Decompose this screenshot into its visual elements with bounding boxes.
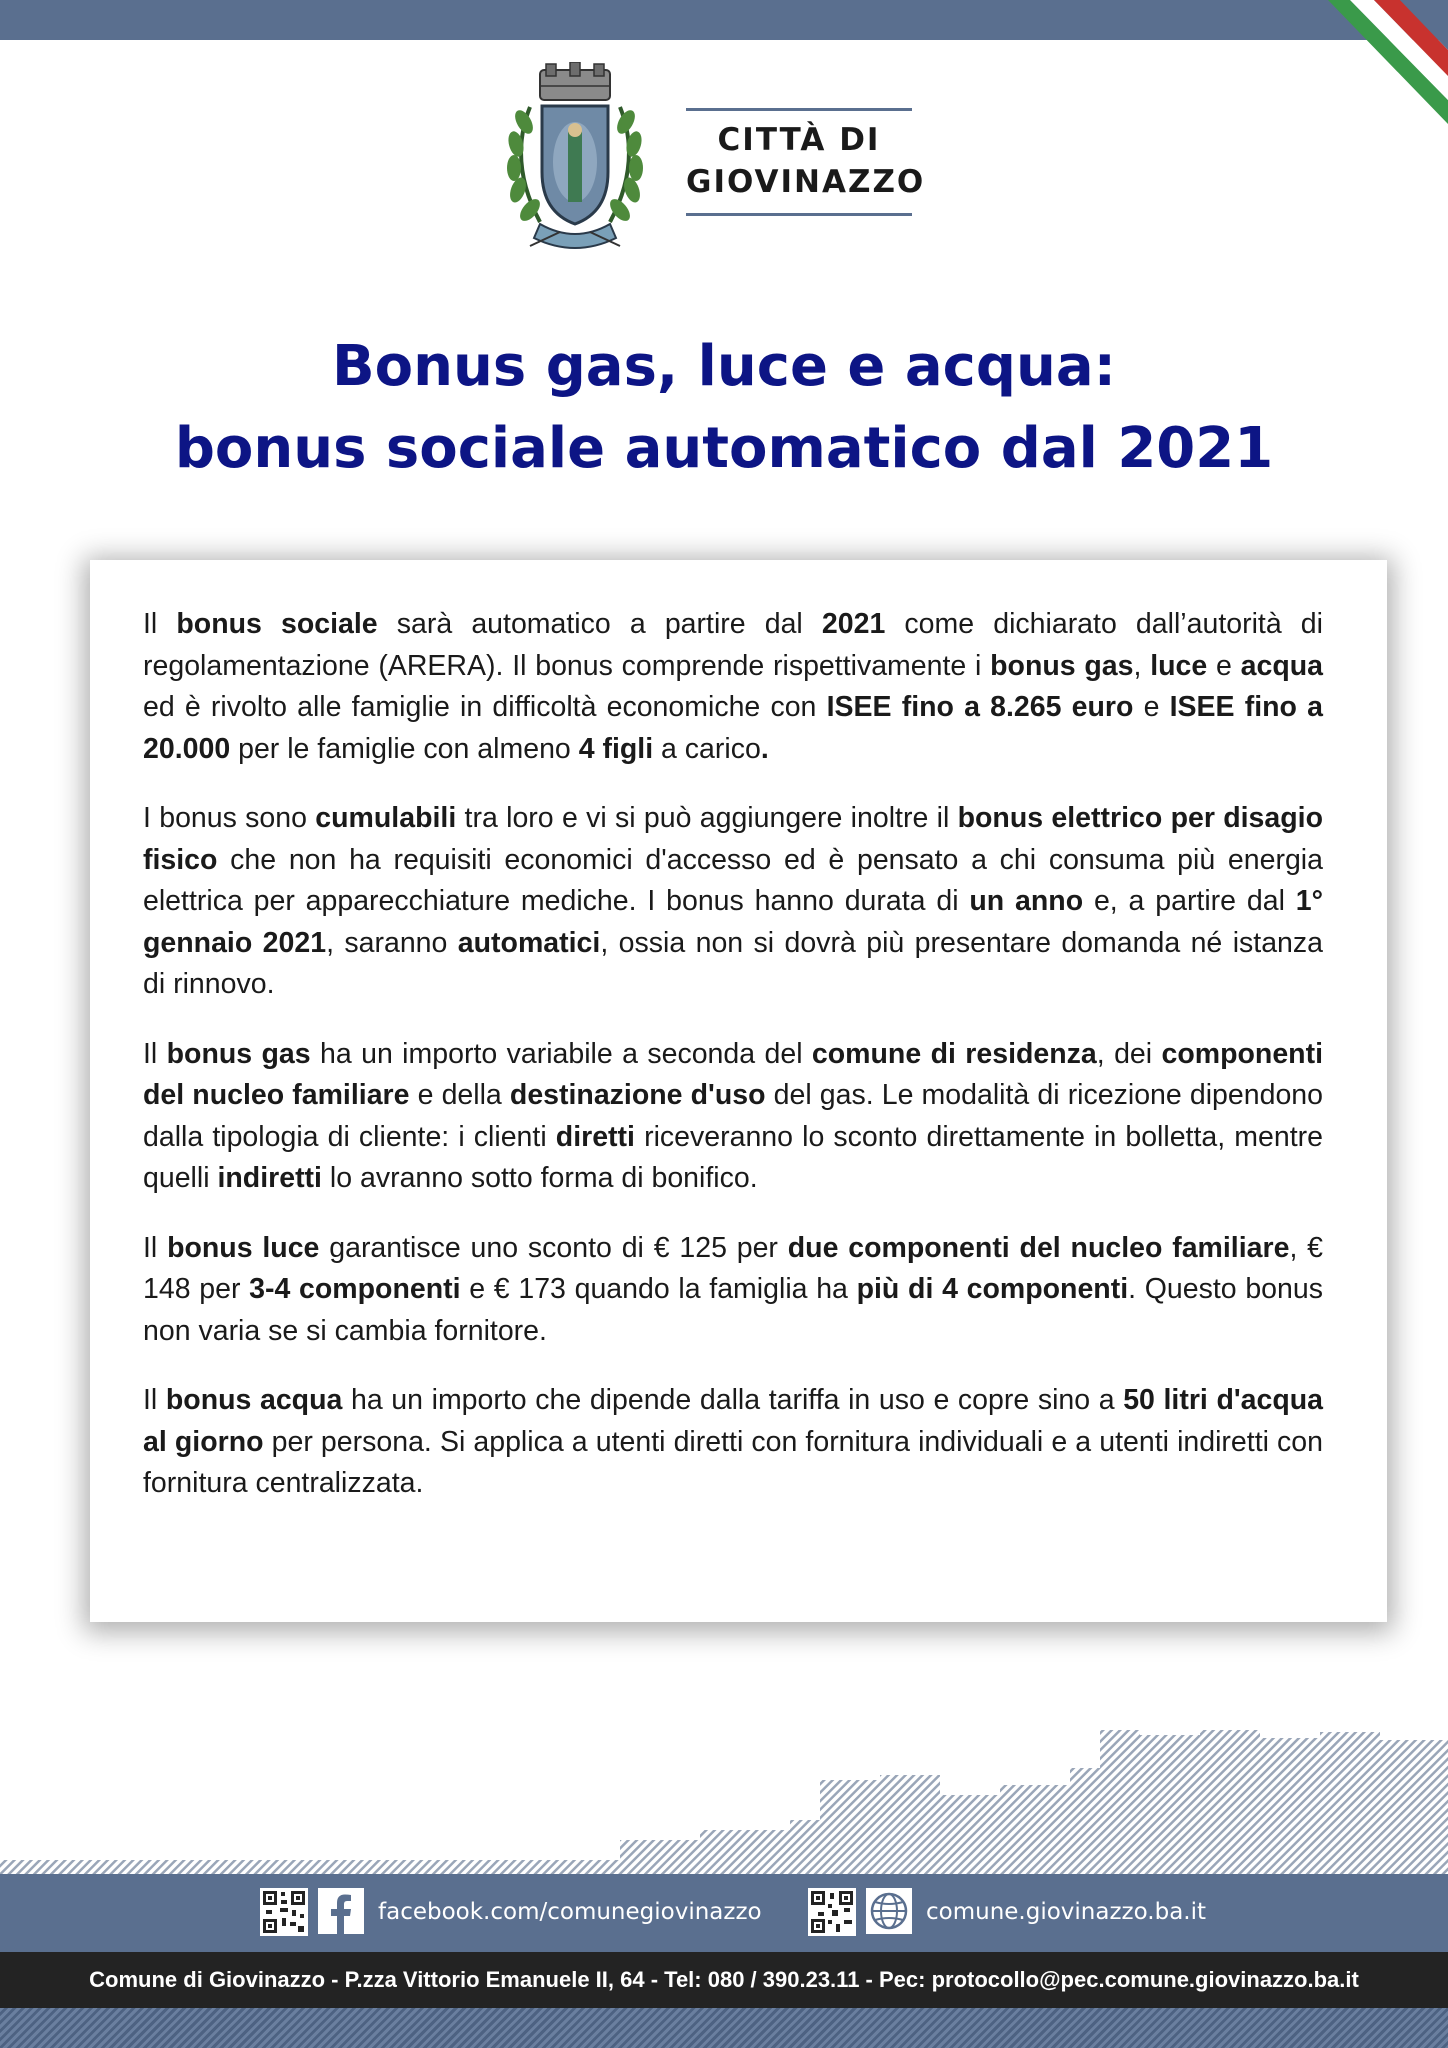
bold-text-run: bonus sociale xyxy=(176,608,378,640)
bold-text-run: 50 litri d'acqua al giorno xyxy=(143,1384,1324,1458)
bold-text-run: comune di residenza xyxy=(811,1037,1097,1070)
bold-text-run: 3-4 componenti xyxy=(249,1273,461,1305)
bold-text-run: 4 figli xyxy=(578,732,654,765)
page-title-line2: bonus sociale automatico dal 2021 xyxy=(174,416,1274,481)
text-run: e € 173 quando la famiglia ha xyxy=(460,1273,857,1305)
text-run: e della xyxy=(409,1079,510,1111)
bottom-hatch-strip xyxy=(0,2008,1448,2048)
text-run: . Questo bonus non varia se si cambia fornitore. xyxy=(143,1273,1323,1347)
text-run: Il xyxy=(143,608,177,640)
content-body xyxy=(143,604,1323,1533)
bold-text-run: un anno xyxy=(969,885,1084,917)
city-name-block xyxy=(686,108,926,216)
bold-text-run: . xyxy=(760,732,769,765)
page-title xyxy=(0,326,1448,490)
text-run: , ossia non si dovrà più presentare domanda né istanza di rinnovo. xyxy=(143,926,1323,1000)
paragraph-bonus-acqua xyxy=(143,1380,1323,1505)
bold-text-run: indiretti xyxy=(217,1162,322,1194)
bold-text-run: bonus acqua xyxy=(165,1384,343,1416)
text-run: Il xyxy=(143,1231,168,1264)
bold-text-run: automatici xyxy=(457,926,601,959)
bold-text-run: cumulabili xyxy=(315,802,457,834)
globe-icon[interactable] xyxy=(866,1888,912,1934)
text-run: , xyxy=(1133,649,1151,682)
facebook-icon[interactable] xyxy=(318,1888,364,1934)
contact-band xyxy=(0,1874,1448,1952)
text-run: sarà automatico a partire dal xyxy=(377,608,822,640)
paragraph-bonus-sociale xyxy=(143,604,1323,770)
paragraph-bonus-gas xyxy=(143,1034,1323,1200)
page-title-line1: Bonus gas, luce e acqua: xyxy=(331,334,1117,399)
city-name-line2: GIOVINAZZO xyxy=(686,164,926,200)
italian-flag-corner xyxy=(1328,0,1448,130)
city-skyline-graphic xyxy=(0,1720,1448,1880)
bold-text-run: acqua xyxy=(1240,649,1324,682)
text-run: , € 148 per xyxy=(143,1231,1324,1305)
paragraph-bonus-luce xyxy=(143,1228,1323,1353)
bold-text-run: bonus elettrico per disagio fisico xyxy=(143,802,1323,876)
city-crest-logo xyxy=(500,62,650,258)
paragraph-cumulabili xyxy=(143,798,1323,1006)
text-run: e xyxy=(1133,691,1170,723)
text-run: ed è rivolto alle famiglie in difficoltà economiche con xyxy=(143,691,827,723)
bold-text-run: diretti xyxy=(555,1120,635,1153)
bold-text-run: destinazione d'uso xyxy=(509,1079,766,1111)
bold-text-run: più di 4 componenti xyxy=(856,1273,1129,1305)
bold-text-run: 2021 xyxy=(821,608,886,640)
text-run: ha un importo variabile a seconda del xyxy=(310,1037,812,1070)
text-run: Il xyxy=(143,1384,166,1416)
bold-text-run: bonus gas xyxy=(166,1037,311,1070)
text-run: e, a partire dal xyxy=(1083,885,1296,917)
address-footer: Comune di Giovinazzo - P.zza Vittorio Emanuele II, 64 - Tel: 080 / 390.23.11 - Pec: protocollo@pec.comune.giovinazzo.ba.it xyxy=(0,1952,1448,2008)
bold-text-run: 1° gennaio 2021 xyxy=(143,885,1323,959)
text-run: e xyxy=(1207,649,1241,682)
bold-text-run: bonus gas xyxy=(990,649,1134,682)
bold-text-run: due componenti del nucleo familiare xyxy=(787,1231,1290,1264)
text-run: che non ha requisiti economici d'accesso ed è pensato a chi consuma più energia elettrica per apparecchiature mediche. I bonus hanno durata di xyxy=(143,843,1323,917)
text-run: riceveranno lo sconto direttamente in bolletta, mentre quelli xyxy=(143,1120,1323,1194)
website-link[interactable]: comune.giovinazzo.ba.it xyxy=(926,1899,1207,1925)
text-run: , saranno xyxy=(326,926,458,959)
bold-text-run: luce xyxy=(1150,649,1208,682)
qr-code-icon xyxy=(260,1888,308,1936)
bold-text-run: bonus luce xyxy=(167,1231,320,1264)
text-run: I bonus sono xyxy=(143,802,316,834)
qr-code-icon xyxy=(808,1888,856,1936)
text-run: ha un importo che dipende dalla tariffa in uso e copre sino a xyxy=(342,1384,1124,1416)
text-run: tra loro e vi si può aggiungere inoltre il xyxy=(456,802,958,834)
text-run: per persona. Si applica a utenti diretti con fornitura individuali e a utenti indiretti con fornitura centralizzata. xyxy=(143,1425,1323,1499)
top-bar xyxy=(0,0,1448,40)
text-run: garantisce uno sconto di € 125 per xyxy=(319,1231,788,1264)
bold-text-run: ISEE fino a 8.265 euro xyxy=(826,691,1134,723)
bold-text-run: componenti del nucleo familiare xyxy=(143,1037,1323,1111)
text-run: , dei xyxy=(1096,1037,1162,1070)
text-run: per le famiglie con almeno xyxy=(230,732,579,765)
facebook-link[interactable]: facebook.com/comunegiovinazzo xyxy=(378,1899,762,1925)
text-run: del gas. Le modalità di ricezione dipendono dalla tipologia di cliente: i clienti xyxy=(143,1079,1323,1153)
text-run: Il xyxy=(143,1037,167,1070)
text-run: a carico xyxy=(653,732,761,765)
content-card xyxy=(90,560,1387,1622)
text-run: come dichiarato dall’autorità di regolamentazione (ARERA). Il bonus comprende rispettivamente i xyxy=(143,608,1323,682)
bold-text-run: ISEE fino a 20.000 xyxy=(143,691,1323,765)
city-name-line1: CITTÀ DI xyxy=(717,122,881,158)
text-run: lo avranno sotto forma di bonifico. xyxy=(321,1162,758,1194)
